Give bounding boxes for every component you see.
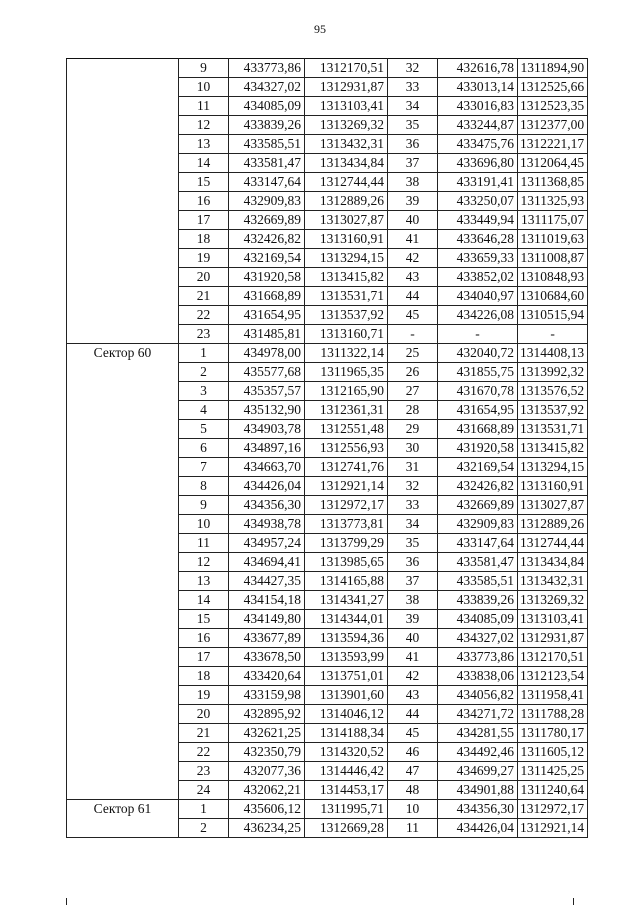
x-coordinate-left: 434897,16: [229, 439, 305, 458]
y-coordinate-right: 1311175,07: [518, 211, 588, 230]
table-right-border-tail: [573, 898, 574, 905]
x-coordinate-left: 433677,89: [229, 629, 305, 648]
point-number-right: 42: [388, 667, 438, 686]
x-coordinate-left: 433585,51: [229, 135, 305, 154]
point-number-left: 23: [179, 762, 229, 781]
y-coordinate-left: 1313160,91: [305, 230, 388, 249]
y-coordinate-right: 1310515,94: [518, 306, 588, 325]
point-number-left: 20: [179, 268, 229, 287]
point-number-right: 32: [388, 477, 438, 496]
x-coordinate-right: 433475,76: [438, 135, 518, 154]
x-coordinate-right: 433013,14: [438, 78, 518, 97]
x-coordinate-left: 433420,64: [229, 667, 305, 686]
x-coordinate-left: 431920,58: [229, 268, 305, 287]
point-number-left: 17: [179, 211, 229, 230]
y-coordinate-right: 1312931,87: [518, 629, 588, 648]
y-coordinate-right: 1313434,84: [518, 553, 588, 572]
y-coordinate-left: 1313773,81: [305, 515, 388, 534]
point-number-right: 29: [388, 420, 438, 439]
x-coordinate-left: 432669,89: [229, 211, 305, 230]
point-number-left: 7: [179, 458, 229, 477]
x-coordinate-left: 434085,09: [229, 97, 305, 116]
x-coordinate-right: 433244,87: [438, 116, 518, 135]
point-number-right: 27: [388, 382, 438, 401]
x-coordinate-right: 433839,26: [438, 591, 518, 610]
x-coordinate-right: 431654,95: [438, 401, 518, 420]
y-coordinate-left: 1314446,42: [305, 762, 388, 781]
point-number-right: 26: [388, 363, 438, 382]
x-coordinate-left: 435606,12: [229, 800, 305, 819]
x-coordinate-left: 433159,98: [229, 686, 305, 705]
x-coordinate-left: 434427,35: [229, 572, 305, 591]
point-number-left: 10: [179, 515, 229, 534]
x-coordinate-right: 433585,51: [438, 572, 518, 591]
x-coordinate-right: 433250,07: [438, 192, 518, 211]
point-number-left: 21: [179, 287, 229, 306]
point-number-left: 18: [179, 667, 229, 686]
y-coordinate-right: 1311788,28: [518, 705, 588, 724]
y-coordinate-right: 1312170,51: [518, 648, 588, 667]
y-coordinate-right: 1313537,92: [518, 401, 588, 420]
point-number-left: 1: [179, 800, 229, 819]
x-coordinate-left: 433839,26: [229, 116, 305, 135]
y-coordinate-left: 1311322,14: [305, 344, 388, 363]
point-number-right: 38: [388, 591, 438, 610]
point-number-left: 18: [179, 230, 229, 249]
y-coordinate-left: 1312744,44: [305, 173, 388, 192]
y-coordinate-right: 1313432,31: [518, 572, 588, 591]
y-coordinate-right: 1312123,54: [518, 667, 588, 686]
y-coordinate-right: 1310684,60: [518, 287, 588, 306]
point-number-right: 28: [388, 401, 438, 420]
y-coordinate-right: 1313269,32: [518, 591, 588, 610]
y-coordinate-left: 1313751,01: [305, 667, 388, 686]
x-coordinate-left: 431654,95: [229, 306, 305, 325]
y-coordinate-right: 1312921,14: [518, 819, 588, 838]
x-coordinate-left: 434149,80: [229, 610, 305, 629]
point-number-left: 12: [179, 116, 229, 135]
point-number-right: 41: [388, 648, 438, 667]
y-coordinate-left: 1313432,31: [305, 135, 388, 154]
point-number-left: 2: [179, 819, 229, 838]
y-coordinate-right: 1312889,26: [518, 515, 588, 534]
point-number-right: 35: [388, 116, 438, 135]
y-coordinate-left: 1313594,36: [305, 629, 388, 648]
x-coordinate-left: 434694,41: [229, 553, 305, 572]
y-coordinate-left: 1314344,01: [305, 610, 388, 629]
y-coordinate-left: 1313593,99: [305, 648, 388, 667]
y-coordinate-right: 1313160,91: [518, 477, 588, 496]
point-number-right: 44: [388, 705, 438, 724]
y-coordinate-left: 1314188,34: [305, 724, 388, 743]
x-coordinate-left: 434978,00: [229, 344, 305, 363]
point-number-left: 22: [179, 743, 229, 762]
x-coordinate-left: 435132,90: [229, 401, 305, 420]
point-number-left: 20: [179, 705, 229, 724]
point-number-right: 43: [388, 686, 438, 705]
y-coordinate-left: 1313985,65: [305, 553, 388, 572]
x-coordinate-right: 433696,80: [438, 154, 518, 173]
y-coordinate-left: 1313901,60: [305, 686, 388, 705]
y-coordinate-left: 1313027,87: [305, 211, 388, 230]
y-coordinate-left: 1313537,92: [305, 306, 388, 325]
point-number-right: 34: [388, 515, 438, 534]
coordinates-table: [66, 58, 588, 838]
y-coordinate-right: 1314408,13: [518, 344, 588, 363]
y-coordinate-left: 1312972,17: [305, 496, 388, 515]
y-coordinate-right: 1312744,44: [518, 534, 588, 553]
x-coordinate-left: 433581,47: [229, 154, 305, 173]
y-coordinate-left: 1314453,17: [305, 781, 388, 800]
x-coordinate-right: 434426,04: [438, 819, 518, 838]
point-number-right: 48: [388, 781, 438, 800]
sector-label: Сектор 61: [67, 800, 179, 838]
y-coordinate-left: 1313103,41: [305, 97, 388, 116]
y-coordinate-left: 1312556,93: [305, 439, 388, 458]
x-coordinate-left: 434663,70: [229, 458, 305, 477]
point-number-right: 42: [388, 249, 438, 268]
x-coordinate-right: 434356,30: [438, 800, 518, 819]
x-coordinate-left: 432077,36: [229, 762, 305, 781]
y-coordinate-right: 1312377,00: [518, 116, 588, 135]
x-coordinate-right: 432669,89: [438, 496, 518, 515]
point-number-left: 17: [179, 648, 229, 667]
point-number-left: 12: [179, 553, 229, 572]
point-number-left: 2: [179, 363, 229, 382]
y-coordinate-right: 1313992,32: [518, 363, 588, 382]
page-number: 95: [314, 22, 326, 36]
y-coordinate-left: 1312921,14: [305, 477, 388, 496]
y-coordinate-right: 1311325,93: [518, 192, 588, 211]
point-number-left: 11: [179, 534, 229, 553]
point-number-left: 15: [179, 173, 229, 192]
x-coordinate-left: 434938,78: [229, 515, 305, 534]
y-coordinate-right: 1311008,87: [518, 249, 588, 268]
point-number-left: 15: [179, 610, 229, 629]
x-coordinate-right: 433852,02: [438, 268, 518, 287]
x-coordinate-left: 431485,81: [229, 325, 305, 344]
point-number-left: 23: [179, 325, 229, 344]
x-coordinate-right: 431670,78: [438, 382, 518, 401]
y-coordinate-left: 1312170,51: [305, 59, 388, 78]
x-coordinate-right: 433646,28: [438, 230, 518, 249]
point-number-left: 14: [179, 591, 229, 610]
y-coordinate-left: 1314341,27: [305, 591, 388, 610]
point-number-left: 5: [179, 420, 229, 439]
x-coordinate-right: 433016,83: [438, 97, 518, 116]
x-coordinate-left: 433147,64: [229, 173, 305, 192]
x-coordinate-left: 432895,92: [229, 705, 305, 724]
point-number-right: 39: [388, 610, 438, 629]
point-number-left: 4: [179, 401, 229, 420]
y-coordinate-right: 1313531,71: [518, 420, 588, 439]
y-coordinate-right: 1310848,93: [518, 268, 588, 287]
y-coordinate-left: 1314320,52: [305, 743, 388, 762]
sector-label: [67, 59, 179, 344]
y-coordinate-left: 1313415,82: [305, 268, 388, 287]
y-coordinate-left: 1313160,71: [305, 325, 388, 344]
x-coordinate-left: 434426,04: [229, 477, 305, 496]
y-coordinate-right: -: [518, 325, 588, 344]
y-coordinate-right: 1311605,12: [518, 743, 588, 762]
point-number-right: 36: [388, 135, 438, 154]
table-row: [67, 59, 588, 78]
x-coordinate-left: 431668,89: [229, 287, 305, 306]
y-coordinate-left: 1313294,15: [305, 249, 388, 268]
table-row: [67, 800, 588, 819]
x-coordinate-right: 432616,78: [438, 59, 518, 78]
y-coordinate-right: 1312525,66: [518, 78, 588, 97]
point-number-left: 22: [179, 306, 229, 325]
x-coordinate-right: 433838,06: [438, 667, 518, 686]
x-coordinate-left: 432169,54: [229, 249, 305, 268]
point-number-right: 32: [388, 59, 438, 78]
x-coordinate-right: 434056,82: [438, 686, 518, 705]
y-coordinate-left: 1312551,48: [305, 420, 388, 439]
y-coordinate-left: 1312889,26: [305, 192, 388, 211]
x-coordinate-right: 432040,72: [438, 344, 518, 363]
point-number-right: 35: [388, 534, 438, 553]
y-coordinate-right: 1311019,63: [518, 230, 588, 249]
point-number-right: 45: [388, 724, 438, 743]
x-coordinate-left: 432909,83: [229, 192, 305, 211]
x-coordinate-right: 434699,27: [438, 762, 518, 781]
point-number-right: 44: [388, 287, 438, 306]
x-coordinate-right: 433449,94: [438, 211, 518, 230]
y-coordinate-right: 1311368,85: [518, 173, 588, 192]
point-number-left: 14: [179, 154, 229, 173]
x-coordinate-right: 434281,55: [438, 724, 518, 743]
point-number-right: 11: [388, 819, 438, 838]
y-coordinate-left: 1313434,84: [305, 154, 388, 173]
point-number-right: -: [388, 325, 438, 344]
x-coordinate-right: 434327,02: [438, 629, 518, 648]
x-coordinate-left: 434356,30: [229, 496, 305, 515]
x-coordinate-right: 431855,75: [438, 363, 518, 382]
x-coordinate-right: 431920,58: [438, 439, 518, 458]
y-coordinate-right: 1312972,17: [518, 800, 588, 819]
x-coordinate-left: 432350,79: [229, 743, 305, 762]
table-left-border-tail: [66, 898, 67, 905]
point-number-left: 9: [179, 496, 229, 515]
y-coordinate-right: 1312523,35: [518, 97, 588, 116]
y-coordinate-right: 1311425,25: [518, 762, 588, 781]
point-number-right: 46: [388, 743, 438, 762]
x-coordinate-right: 433773,86: [438, 648, 518, 667]
y-coordinate-left: 1312669,28: [305, 819, 388, 838]
point-number-left: 16: [179, 192, 229, 211]
point-number-right: 40: [388, 211, 438, 230]
y-coordinate-left: 1312361,31: [305, 401, 388, 420]
x-coordinate-left: 434154,18: [229, 591, 305, 610]
point-number-right: 40: [388, 629, 438, 648]
point-number-right: 36: [388, 553, 438, 572]
point-number-left: 3: [179, 382, 229, 401]
sector-label: Сектор 60: [67, 344, 179, 800]
x-coordinate-left: 433773,86: [229, 59, 305, 78]
point-number-right: 33: [388, 496, 438, 515]
point-number-right: 37: [388, 572, 438, 591]
point-number-right: 39: [388, 192, 438, 211]
point-number-left: 21: [179, 724, 229, 743]
x-coordinate-right: 434901,88: [438, 781, 518, 800]
x-coordinate-left: 434903,78: [229, 420, 305, 439]
y-coordinate-left: 1313531,71: [305, 287, 388, 306]
x-coordinate-right: 433659,33: [438, 249, 518, 268]
x-coordinate-right: 432169,54: [438, 458, 518, 477]
y-coordinate-right: 1313294,15: [518, 458, 588, 477]
x-coordinate-left: 435357,57: [229, 382, 305, 401]
y-coordinate-left: 1314046,12: [305, 705, 388, 724]
y-coordinate-right: 1311780,17: [518, 724, 588, 743]
x-coordinate-left: 433678,50: [229, 648, 305, 667]
y-coordinate-right: 1313576,52: [518, 382, 588, 401]
point-number-right: 38: [388, 173, 438, 192]
y-coordinate-left: 1312165,90: [305, 382, 388, 401]
y-coordinate-right: 1312221,17: [518, 135, 588, 154]
table-row: [67, 344, 588, 363]
x-coordinate-right: 434040,97: [438, 287, 518, 306]
point-number-left: 13: [179, 135, 229, 154]
point-number-right: 31: [388, 458, 438, 477]
y-coordinate-left: 1312931,87: [305, 78, 388, 97]
x-coordinate-left: 432062,21: [229, 781, 305, 800]
point-number-left: 1: [179, 344, 229, 363]
x-coordinate-right: 433191,41: [438, 173, 518, 192]
point-number-left: 13: [179, 572, 229, 591]
x-coordinate-right: 434492,46: [438, 743, 518, 762]
y-coordinate-left: 1311965,35: [305, 363, 388, 382]
point-number-right: 33: [388, 78, 438, 97]
y-coordinate-right: 1312064,45: [518, 154, 588, 173]
y-coordinate-right: 1311240,64: [518, 781, 588, 800]
x-coordinate-right: 433147,64: [438, 534, 518, 553]
y-coordinate-left: 1313799,29: [305, 534, 388, 553]
y-coordinate-left: 1313269,32: [305, 116, 388, 135]
y-coordinate-left: 1312741,76: [305, 458, 388, 477]
point-number-right: 37: [388, 154, 438, 173]
x-coordinate-right: 432426,82: [438, 477, 518, 496]
x-coordinate-left: 434327,02: [229, 78, 305, 97]
x-coordinate-right: -: [438, 325, 518, 344]
point-number-left: 8: [179, 477, 229, 496]
x-coordinate-right: 431668,89: [438, 420, 518, 439]
point-number-left: 19: [179, 249, 229, 268]
point-number-right: 30: [388, 439, 438, 458]
point-number-right: 43: [388, 268, 438, 287]
point-number-left: 10: [179, 78, 229, 97]
x-coordinate-left: 432426,82: [229, 230, 305, 249]
table-body: [67, 59, 588, 838]
y-coordinate-right: 1313027,87: [518, 496, 588, 515]
point-number-right: 10: [388, 800, 438, 819]
x-coordinate-right: 434085,09: [438, 610, 518, 629]
point-number-left: 24: [179, 781, 229, 800]
y-coordinate-right: 1313103,41: [518, 610, 588, 629]
point-number-right: 47: [388, 762, 438, 781]
point-number-left: 16: [179, 629, 229, 648]
y-coordinate-right: 1313415,82: [518, 439, 588, 458]
point-number-left: 6: [179, 439, 229, 458]
x-coordinate-right: 434271,72: [438, 705, 518, 724]
x-coordinate-left: 434957,24: [229, 534, 305, 553]
x-coordinate-left: 436234,25: [229, 819, 305, 838]
point-number-left: 19: [179, 686, 229, 705]
point-number-right: 41: [388, 230, 438, 249]
point-number-right: 34: [388, 97, 438, 116]
point-number-right: 45: [388, 306, 438, 325]
y-coordinate-left: 1311995,71: [305, 800, 388, 819]
point-number-right: 25: [388, 344, 438, 363]
x-coordinate-left: 432621,25: [229, 724, 305, 743]
x-coordinate-right: 432909,83: [438, 515, 518, 534]
x-coordinate-right: 434226,08: [438, 306, 518, 325]
y-coordinate-right: 1311894,90: [518, 59, 588, 78]
point-number-left: 11: [179, 97, 229, 116]
y-coordinate-right: 1311958,41: [518, 686, 588, 705]
x-coordinate-left: 435577,68: [229, 363, 305, 382]
y-coordinate-left: 1314165,88: [305, 572, 388, 591]
x-coordinate-right: 433581,47: [438, 553, 518, 572]
point-number-left: 9: [179, 59, 229, 78]
